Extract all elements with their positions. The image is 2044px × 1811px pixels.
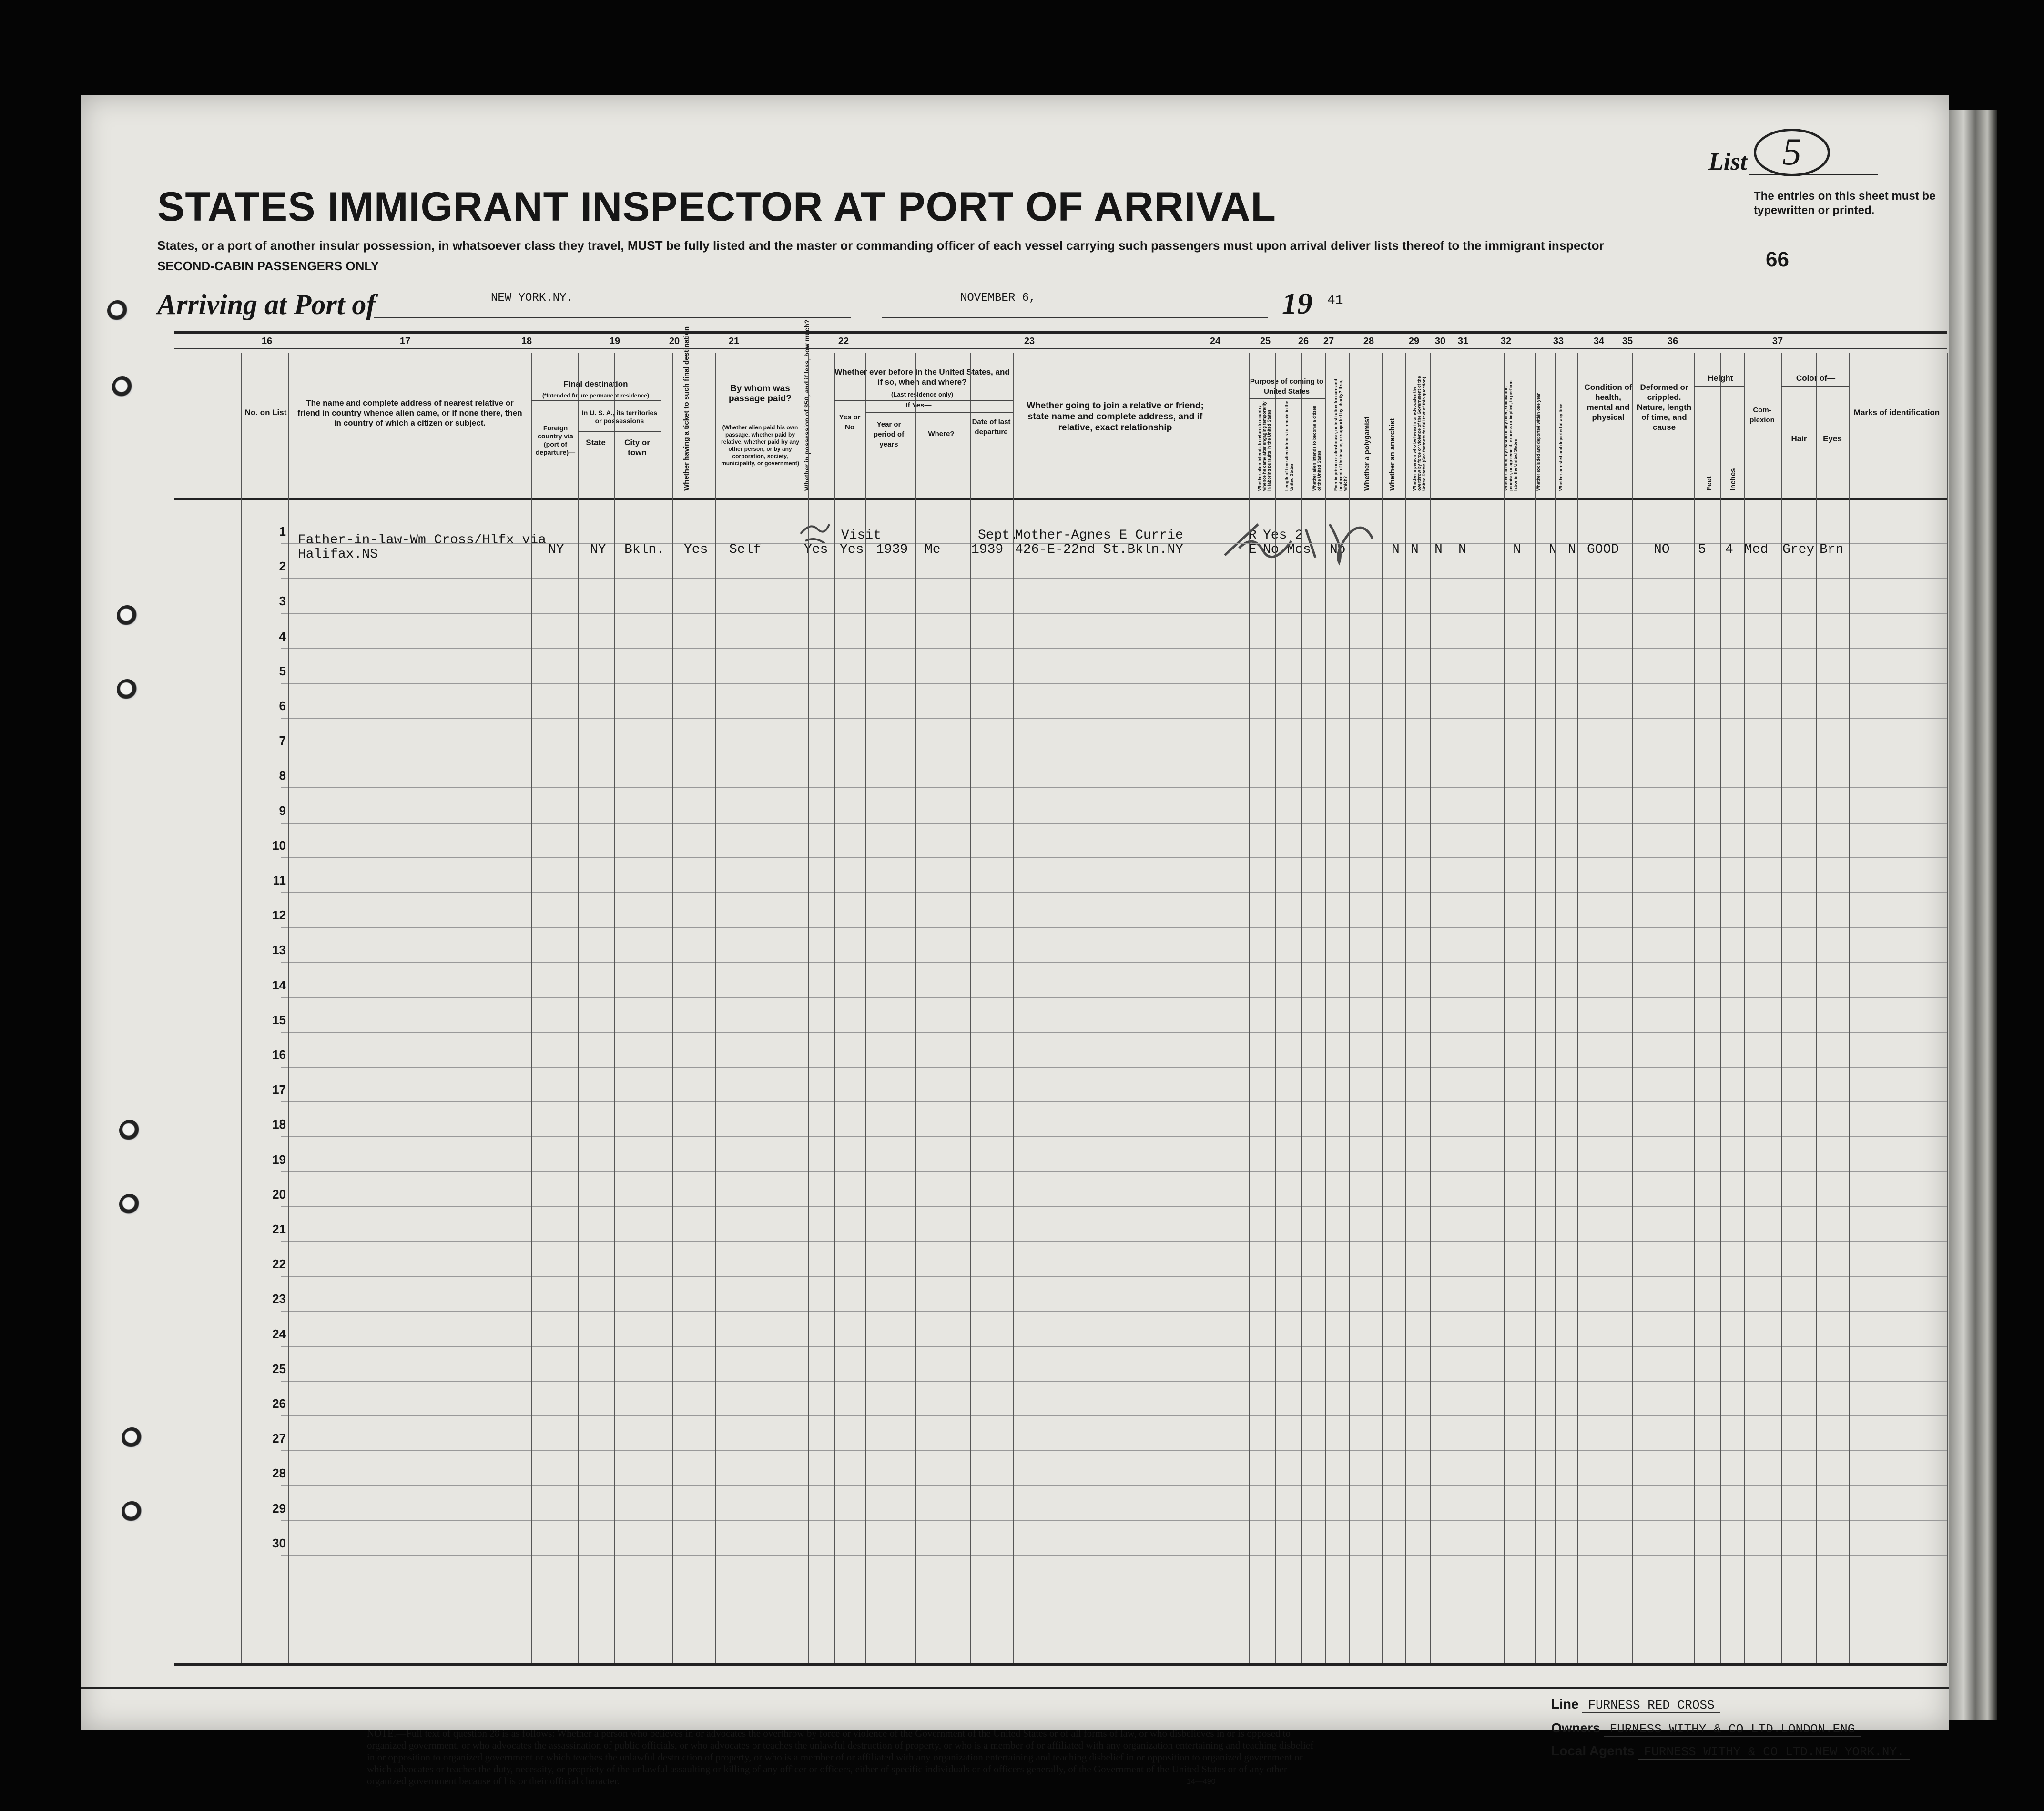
header-final-destination-note: (*Intended future permanent residence) [542, 392, 650, 399]
passenger-class: SECOND-CABIN PASSENGERS ONLY [157, 259, 379, 273]
agents-value: FURNESS WITHY & CO LTD.NEW YORK.NY. [1638, 1745, 1910, 1760]
list-number: 5 [1754, 129, 1830, 176]
column-divider [1694, 353, 1695, 1663]
line-label: Line [1551, 1697, 1579, 1711]
column-number: 17 [399, 336, 411, 346]
row-number: 18 [272, 1117, 286, 1132]
column-number: 33 [1553, 336, 1564, 346]
column-number: 28 [1363, 336, 1374, 346]
header-height: Height [1708, 374, 1733, 383]
header-where: Where? [928, 430, 955, 438]
row-number: 24 [272, 1326, 286, 1341]
header-final-destination: Final destination [563, 379, 628, 388]
list-underline [1749, 174, 1878, 175]
punch-hole [107, 300, 128, 321]
punch-hole [112, 376, 133, 397]
entry-purpose-length-1: Yes 2 [1263, 528, 1303, 543]
entry-last-departure-month: Sept. [978, 528, 1018, 543]
header-question-28: Whether a person who believes in or advocates the overthrow by force or violence of the Government of the United States (See footnote for full text of this question) [1412, 376, 1426, 491]
column-number: 19 [609, 336, 620, 346]
column-divider [672, 353, 673, 1663]
line-value: FURNESS RED CROSS [1582, 1698, 1720, 1713]
column-divider [288, 353, 289, 1663]
entry-inches: 4 [1725, 542, 1733, 557]
list-label: List [1708, 148, 1747, 175]
header-relative: The name and complete address of nearest relative or friend in country whence alien came, or if none there, then in country of which a citizen or subject. [297, 398, 522, 427]
header-hair: Hair [1791, 434, 1807, 443]
column-divider [1275, 353, 1276, 1663]
column-number: 29 [1408, 336, 1420, 346]
row-number: 23 [272, 1292, 286, 1306]
column-divider [865, 353, 866, 1663]
row-number: 2 [279, 559, 286, 574]
entry-joining-line1: Mother-Agnes E Currie [1015, 528, 1183, 543]
row-number: 5 [279, 663, 286, 678]
column-number: 37 [1772, 336, 1783, 346]
column-divider [1632, 353, 1633, 1663]
column-number: 18 [521, 336, 532, 346]
row-number: 21 [272, 1222, 286, 1236]
column-number: 35 [1622, 336, 1633, 346]
header-purpose-return: Whether alien intends to return to country whence he came after engaging temporarily in laboring pursuits in the United States [1257, 401, 1271, 491]
row-number: 9 [279, 803, 286, 818]
entry-eyes: Brn [1820, 542, 1844, 557]
row-number: 8 [279, 768, 286, 783]
entry-col-27: N [1434, 542, 1443, 557]
column-divider [1325, 353, 1326, 1663]
header-bottom-border [174, 498, 1947, 500]
header-subrule [578, 431, 661, 432]
entry-purpose-length-2: No Mos [1263, 542, 1311, 557]
port-value: NEW YORK.NY. [491, 292, 573, 305]
row-number: 15 [272, 1012, 286, 1027]
column-number: 31 [1457, 336, 1469, 346]
header-before-note: (Last residence only) [891, 391, 954, 398]
row-number: 29 [272, 1501, 286, 1516]
typewritten-note: The entries on this sheet must be typewritten or printed. [1754, 190, 1936, 217]
table-top-border [174, 331, 1947, 334]
entry-anarchist: N [1411, 542, 1419, 557]
header-subrule [865, 412, 1013, 413]
header-marks: Marks of identification [1853, 408, 1940, 417]
row-number: 25 [272, 1361, 286, 1376]
column-divider [1405, 353, 1406, 1663]
header-purpose: Purpose of coming to United States [1250, 377, 1324, 396]
header-passage: By whom was passage paid? [729, 384, 792, 404]
form-code: 14—490 [1187, 1778, 1216, 1786]
column-divider [1744, 353, 1745, 1663]
year-prefix: 19 [1282, 286, 1312, 320]
header-complexion: Com-plexion [1749, 406, 1775, 424]
header-city: City or town [624, 438, 650, 457]
column-number: 36 [1667, 336, 1678, 346]
entry-deformed: NO [1654, 542, 1670, 557]
column-divider [1555, 353, 1556, 1663]
entry-paid-by: Self [729, 542, 762, 557]
line-field [1551, 1697, 1720, 1712]
entry-ticket: Yes [684, 542, 708, 557]
header-question-30: Whether excluded and deported within one year [1536, 393, 1541, 491]
row-number: 17 [272, 1082, 286, 1097]
row-number: 14 [272, 977, 286, 992]
column-divider [1781, 353, 1782, 1663]
entry-where: Me [925, 542, 941, 557]
header-inches: Inches [1729, 468, 1737, 491]
row-number: 26 [272, 1396, 286, 1411]
column-divider [970, 353, 971, 1663]
column-number: 20 [669, 336, 680, 346]
column-divider [1301, 353, 1302, 1663]
column-divider [1535, 353, 1536, 1663]
header-before: Whether ever before in the United States, and if so, when and where? [834, 367, 1010, 387]
header-purpose-citizen: Whether alien intends to become a citizen of the United States [1312, 405, 1322, 491]
entry-complexion: Med [1744, 542, 1769, 557]
handwritten-check-mark [796, 515, 834, 558]
header-joining: Whether going to join a relative or friend; state name and complete address, and if relative, exact relationship [1027, 401, 1204, 433]
entry-before-note: Visit [841, 528, 882, 543]
entry-polygamist: N [1392, 542, 1400, 557]
column-divider [1720, 353, 1721, 1663]
row-number: 6 [279, 699, 286, 713]
owners-value: FURNESS WITHY & CO LTD.LONDON.ENG [1604, 1722, 1861, 1737]
entry-col-29: N [1513, 542, 1521, 557]
column-number: 16 [261, 336, 273, 346]
column-divider [834, 353, 835, 1663]
column-divider [1430, 353, 1431, 1663]
row-number: 19 [272, 1152, 286, 1167]
header-question-31: Whether arrested and deported at any time [1558, 403, 1563, 491]
row-number: 16 [272, 1048, 286, 1062]
column-divider [531, 353, 532, 1663]
row-number: 12 [272, 908, 286, 923]
owners-field [1551, 1720, 1861, 1736]
header-state: State [586, 438, 606, 447]
punch-hole [119, 1120, 140, 1141]
header-health: Condition of health, mental and physical [1584, 383, 1632, 422]
header-if-yes: If Yes— [905, 401, 932, 409]
header-question-29: Whether coming by reason of any offer, solicitation, promise, or agreement, express or implied, to perform labor in the United States [1504, 380, 1518, 491]
sheet-number: 66 [1766, 248, 1789, 271]
punch-hole [122, 1427, 142, 1448]
header-color-of: Color of— [1796, 374, 1836, 383]
header-subrule [1249, 398, 1325, 399]
column-number: 32 [1500, 336, 1512, 346]
header-subrule [1781, 386, 1849, 387]
column-divider [1349, 353, 1350, 1663]
entry-col-30: N [1549, 542, 1557, 557]
entry-purpose-return-2: E [1249, 542, 1257, 557]
entry-last-departure-year: 1939 [971, 542, 1004, 557]
header-purpose-length: Length of time alien intends to remain in the United States [1284, 400, 1294, 491]
header-deformed: Deformed or crippled. Nature, length of time, and cause [1637, 383, 1692, 432]
column-divider [1577, 353, 1578, 1663]
entry-health: GOOD [1587, 542, 1619, 557]
footer-rule [81, 1687, 1949, 1689]
stacked-pages-edge [1949, 110, 1997, 1720]
header-foreign-country: Foreign country via (port of departure)— [535, 424, 576, 456]
column-divider [1849, 353, 1850, 1663]
entry-col-31: N [1568, 542, 1576, 557]
header-year-period: Year or period of years [873, 420, 905, 448]
entry-before-yes: Yes [840, 542, 864, 557]
row-number: 20 [272, 1187, 286, 1201]
header-in-usa: In U. S. A., its territories or possessions [581, 409, 658, 425]
column-divider [1382, 353, 1383, 1663]
entry-joining-line2: 426-E-22nd St.Bkln.NY [1015, 542, 1183, 557]
row-number: 22 [272, 1257, 286, 1272]
punch-hole [117, 679, 138, 700]
column-divider [715, 353, 716, 1663]
row-number: 27 [272, 1431, 286, 1446]
header-passage-note: (Whether alien paid his own passage, whether paid by relative, whether paid by any other person, or by any corporation, society, municipality, or government) [721, 424, 800, 467]
entry-foreign-via: NY [548, 542, 564, 557]
entry-hair: Grey [1782, 542, 1815, 557]
entry-city: Bkln. [624, 542, 665, 557]
entry-col-28: N [1458, 542, 1466, 557]
owners-label: Owners [1551, 1720, 1600, 1735]
column-number: 21 [728, 336, 740, 346]
table-bottom-border [174, 1663, 1947, 1666]
manifest-sheet [81, 95, 1949, 1787]
header-yes-no: Yes or No [839, 413, 861, 431]
row-number: 4 [279, 629, 286, 643]
column-number: 26 [1298, 336, 1309, 346]
column-divider [1947, 353, 1948, 1663]
year-suffix: 41 [1327, 293, 1343, 308]
agents-field [1551, 1743, 1910, 1759]
column-divider [1504, 353, 1505, 1663]
column-divider [241, 353, 242, 1663]
punch-hole [119, 1194, 140, 1215]
header-polygamist: Whether a polygamist [1363, 417, 1371, 491]
header-eyes: Eyes [1823, 434, 1842, 443]
entry-feet: 5 [1698, 542, 1706, 557]
row-number: 11 [273, 873, 286, 887]
arriving-label: Arriving at Port of [157, 289, 376, 320]
column-divider [808, 353, 809, 1663]
column-divider [614, 353, 615, 1663]
header-ticket: Whether having a ticket to such final destination [682, 326, 691, 491]
column-divider [578, 353, 579, 1663]
entry-state: NY [590, 542, 606, 557]
entry-citizen: No [1330, 542, 1346, 557]
column-number: 27 [1323, 336, 1334, 346]
header-subrule [834, 400, 1013, 401]
entry-relative-line2: Halifax.NS [298, 547, 378, 562]
row-number: 1 [279, 524, 286, 539]
header-feet: Feet [1705, 476, 1713, 491]
header-subrule [1694, 386, 1744, 387]
agents-label: Local Agents [1551, 1743, 1635, 1758]
header-prison: Ever in prison or almshouse, or institution for care and treatment of the insane, or supported by charity? If so, which? [1333, 378, 1348, 491]
entry-purpose-return-1: R [1249, 528, 1257, 543]
manifest-instructions: States, or a port of another insular possession, in whatsoever class they travel, MUST be fully listed and the master or commanding officer of each vessel carrying such passengers must upon arrival deliver lists thereof to the immigrant inspector [157, 238, 1604, 253]
header-possession: Whether in possession of $50, and if less, how much? [803, 319, 811, 491]
page-title: STATES IMMIGRANT INSPECTOR AT PORT OF ARRIVAL [157, 184, 1276, 230]
date-value: NOVEMBER 6, [960, 292, 1036, 305]
column-number: 34 [1593, 336, 1605, 346]
column-divider [1013, 353, 1014, 1663]
footnote-question-28: NOTE.—Full text of question 28 is as follows: Whether a person who believes in or advocates the overthrow by force or violence of the Government of the United States or of all forms of law, or who disbelieves in or is opposed to organized government, or who advocates the assassination of public officials, or who advocates or teaches the unlawful destruction of property, or who is a member of or affiliated with any organization entertaining and teaching disbelief in or opposition to organized government or which teaches the unlawful destruction of property, or who is a member of or affiliated with any organization entertaining and teaching disbelief in or opposition to organized government or which advocates or teaches the duty, necessity, or propriety of the unlawful assaulting or killing of any officer or officers, either of specific individuals or of officers generally, of the Government of the United States or of any other organized government because of his or their official character. [367, 1728, 1314, 1787]
date-line [882, 317, 1268, 318]
entry-year: 1939 [876, 542, 908, 557]
header-no-on-list: No. on List [244, 408, 287, 417]
column-divider [915, 353, 916, 1663]
column-divider [1249, 353, 1250, 1663]
row-number: 7 [279, 733, 286, 748]
column-divider [1816, 353, 1817, 1663]
column-number: 22 [838, 336, 849, 346]
punch-hole [122, 1501, 142, 1522]
row-number: 10 [272, 838, 286, 853]
header-anarchist: Whether an anarchist [1388, 418, 1396, 491]
column-number: 25 [1260, 336, 1271, 346]
column-number-rule [174, 348, 1947, 349]
row-number: 30 [272, 1536, 286, 1550]
row-number: 28 [272, 1466, 286, 1481]
entry-relative-line1: Father-in-law-Wm Cross/Hlfx via [298, 533, 546, 548]
header-date-last: Date of last departure [972, 418, 1011, 436]
punch-hole [117, 605, 138, 626]
column-number: 23 [1024, 336, 1035, 346]
row-number: 13 [272, 943, 286, 957]
port-line [374, 317, 851, 318]
row-number: 3 [279, 594, 286, 609]
entry-possession: Yes [804, 542, 828, 557]
column-number: 30 [1434, 336, 1446, 346]
column-number: 24 [1210, 336, 1221, 346]
header-subrule [531, 400, 661, 401]
